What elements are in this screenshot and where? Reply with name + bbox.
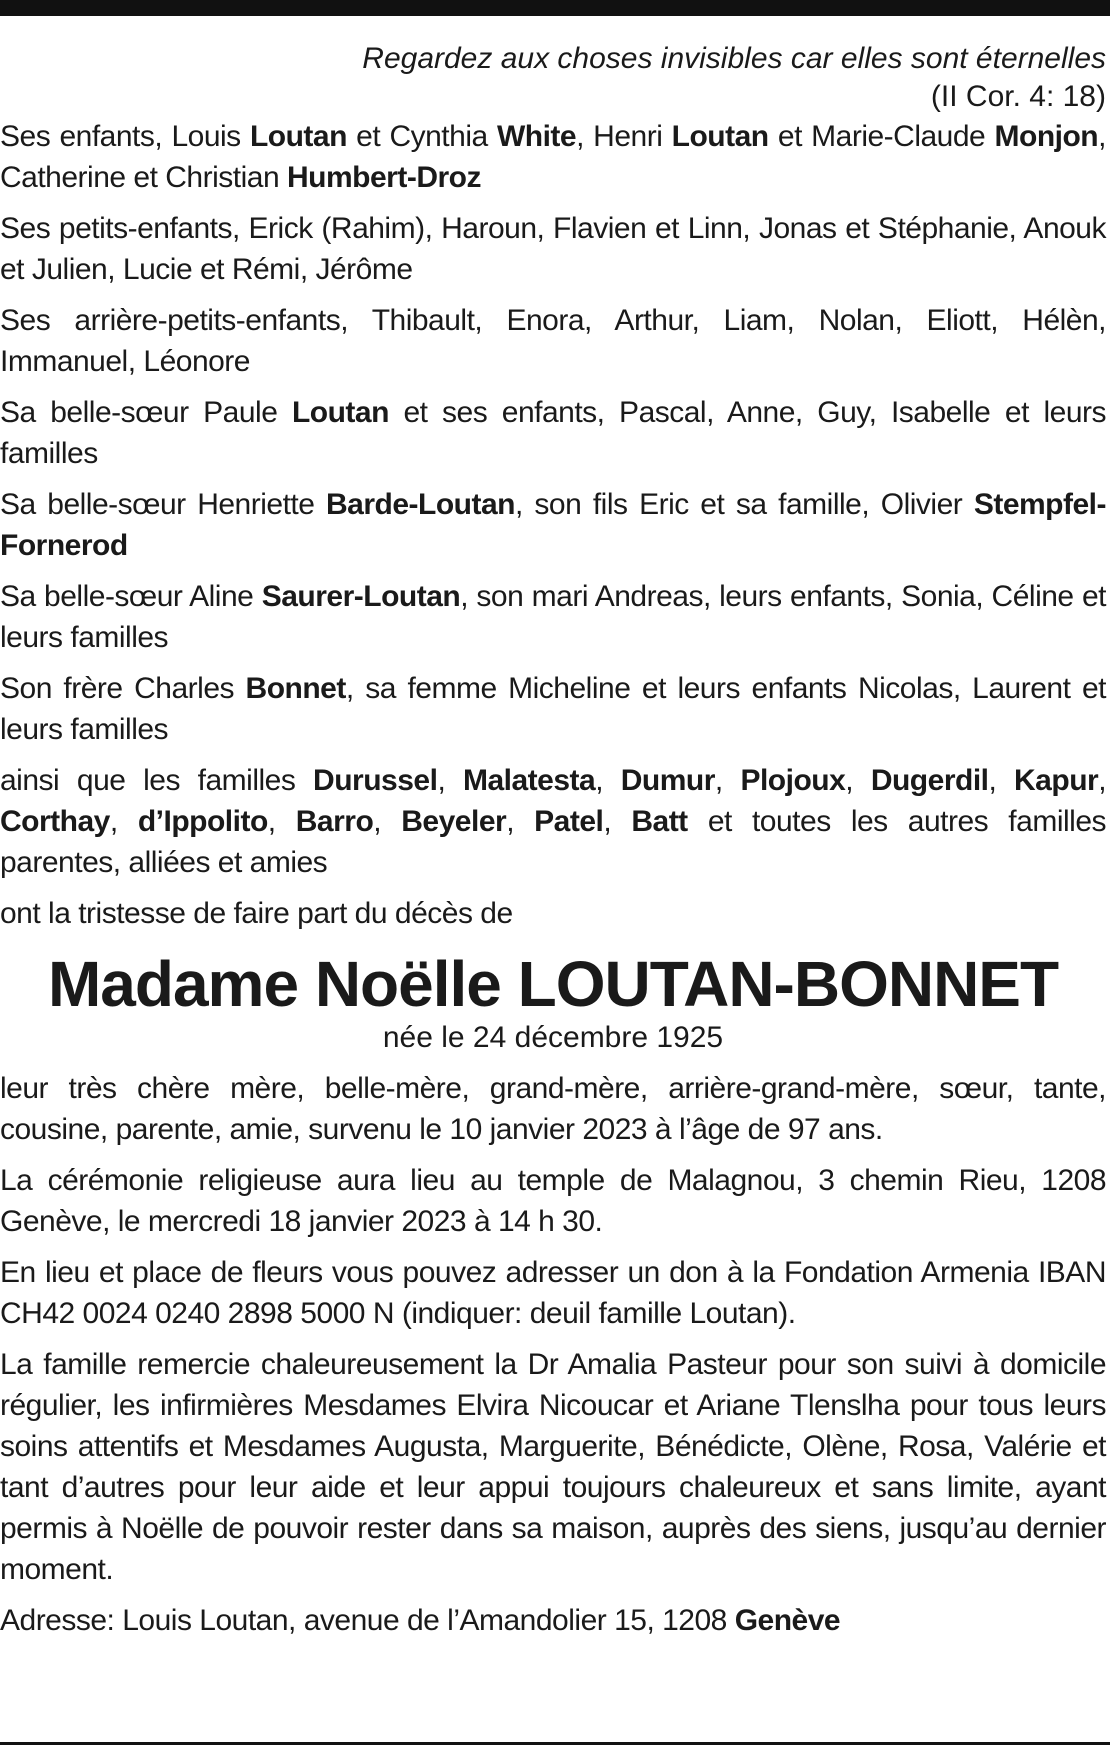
relation-paragraph: leur très chère mère, belle-mère, grand-mère, arrière-grand-mère, sœur, tante, cousine, parente, amie, survenu le 10 janvier 2023 à l’âge de 97 ans. — [0, 1072, 1106, 1146]
sister-in-law-henriette-paragraph — [0, 484, 1106, 566]
family-name: White — [496, 120, 577, 153]
thanks-paragraph: La famille remercie chaleureusement la Dr Amalia Pasteur pour son suivi à domicile régulier, les infirmières Mesdames Elvira Nicoucar et Ariane Tlenslha pour tous leurs soins attentifs et Mesdames Augusta, Marguerite, Bénédicte, Olène, Rosa, Valérie et tant d’autres pour leur aide et leur appui toujours chaleureux et sans limite, ayant permis à Noëlle de pouvoir rester dans sa maison, auprès des siens, jusqu’au dernier moment. — [0, 1348, 1106, 1586]
text-run: et ses enfants, Pascal, Anne, Guy, Isabelle et leurs familles — [0, 396, 1106, 470]
epigraph — [0, 40, 1106, 116]
family-name: Loutan — [291, 396, 389, 429]
text-run: Sa belle-sœur Paule — [0, 396, 292, 429]
announcement-line: ont la tristesse de faire part du décès de — [0, 897, 513, 930]
address-text: Adresse: Louis Loutan, avenue de l’Amandolier 15, 1208 — [0, 1604, 735, 1637]
children-paragraph — [0, 116, 1106, 198]
family-name: Kapur — [1014, 764, 1099, 797]
address-line — [0, 1600, 1106, 1641]
grandchildren-paragraph: Ses petits-enfants, Erick (Rahim), Haroun, Flavien et Linn, Jonas et Stéphanie, Anouk et Julien, Lucie et Rémi, Jérôme — [0, 212, 1106, 286]
text-run: , sa femme Micheline et leurs enfants Nicolas, Laurent et leurs familles — [0, 672, 1106, 746]
family-name: Corthay — [0, 805, 110, 838]
sister-in-law-aline-paragraph — [0, 576, 1106, 658]
address-city: Genève — [734, 1604, 841, 1637]
birth-date: née le 24 décembre 1925 — [382, 1021, 724, 1054]
family-name: Stempfel-Fornerod — [0, 488, 1106, 562]
great-grandchildren-paragraph: Ses arrière-petits-enfants, Thibault, Enora, Arthur, Liam, Nolan, Eliott, Hélèn, Immanuel, Léonore — [0, 304, 1106, 378]
bottom-rule — [0, 1742, 1110, 1745]
family-name: Barde-Loutan — [326, 488, 515, 521]
brother-paragraph — [0, 668, 1106, 750]
text-run: Ses enfants, Louis — [0, 120, 250, 153]
text-run: ainsi que les familles — [0, 764, 314, 797]
sister-in-law-paule-paragraph — [0, 392, 1106, 474]
text-run: et toutes les autres familles parentes, alliées et amies — [0, 805, 1107, 879]
text-run: , son fils Eric et sa famille, Olivier — [515, 488, 974, 521]
family-name: Patel — [534, 805, 604, 838]
ceremony-paragraph: La cérémonie religieuse aura lieu au temple de Malagnou, 3 chemin Rieu, 1208 Genève, le mercredi 18 janvier 2023 à 14 h 30. — [0, 1164, 1106, 1238]
donation-paragraph: En lieu et place de fleurs vous pouvez adresser un don à la Fondation Armenia IBAN CH42 0024 0240 2898 5000 N (indiquer: deuil famille Loutan). — [0, 1256, 1106, 1330]
family-name: Barro — [295, 805, 374, 838]
family-name: Saurer-Loutan — [261, 580, 461, 613]
family-name: Malatesta — [462, 764, 596, 797]
text-run: , Catherine et Christian — [0, 120, 1106, 194]
family-name: Batt — [631, 805, 688, 838]
family-name: Dumur — [620, 764, 715, 797]
family-name: Dugerdil — [870, 764, 989, 797]
epigraph-reference: (II Cor. 4: 18) — [930, 80, 1106, 113]
top-rule — [0, 0, 1110, 16]
family-name: Bonnet — [245, 672, 346, 705]
text-run: , son mari Andreas, leurs enfants, Sonia, Céline et leurs familles — [0, 580, 1106, 654]
text-run: et Cynthia — [346, 120, 497, 153]
text-run: Son frère Charles — [0, 672, 246, 705]
text-run: Sa belle-sœur Henriette — [0, 488, 326, 521]
family-name: d’Ippolito — [137, 805, 268, 838]
other-families-paragraph: ainsi que les familles Durussel, Malatesta, Dumur, Plojoux, Dugerdil, Kapur, Corthay, d’Ippolito, Barro, Beyeler, Patel, Batt et toutes les autres familles parentes, alliées et amies — [0, 764, 1107, 879]
text-run: et Marie-Claude — [768, 120, 995, 153]
text-run: , Henri — [576, 120, 672, 153]
family-name: Monjon — [994, 120, 1099, 153]
family-name: Loutan — [249, 120, 347, 153]
family-name: Beyeler — [401, 805, 507, 838]
family-name: Loutan — [671, 120, 769, 153]
deceased-name: Madame Noëlle LOUTAN-BONNET — [47, 948, 1059, 1020]
family-name: Plojoux — [740, 764, 846, 797]
family-name: Durussel — [313, 764, 438, 797]
text-run: Sa belle-sœur Aline — [0, 580, 262, 613]
epigraph-quote: Regardez aux choses invisibles car elles sont éternelles — [362, 42, 1106, 75]
obituary-notice — [0, 40, 1106, 1651]
family-name: Humbert-Droz — [286, 161, 481, 194]
